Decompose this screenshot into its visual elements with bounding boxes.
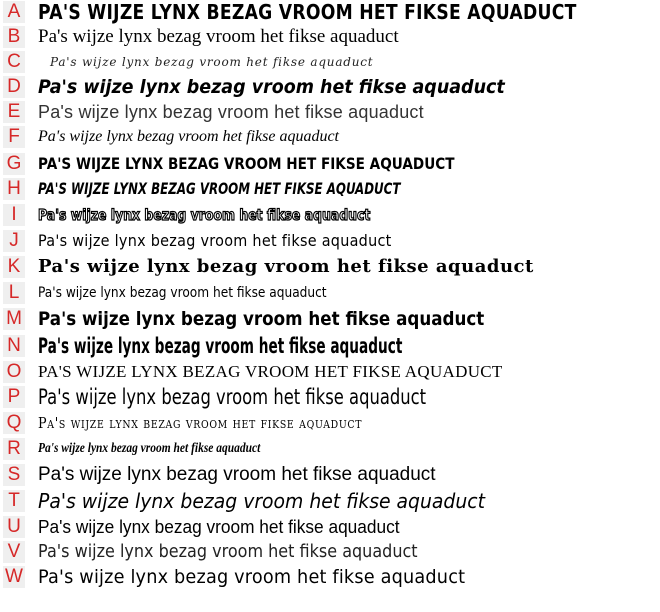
font-sample-p: Pa's wijze lynx bezag vroom het fikse aquaduct [38,385,427,409]
font-sample-k: Pa's wijze lynx bezag vroom het fikse aquaduct [38,256,534,277]
row-letter-m: M [3,308,25,330]
row-letter-w: W [3,566,25,588]
font-sample-s: Pa's wijze lynx bezag vroom het fikse aquaduct [38,464,436,485]
font-sample-w: Pa's wijze lynx bezag vroom het fikse aquaduct [38,566,466,588]
font-sample-l: Pa's wijze lynx bezag vroom het fikse aquaduct [38,285,327,301]
font-sample-row-q [0,411,660,435]
font-sample-row-v [0,540,660,564]
font-sample-row-c [0,50,660,74]
font-sample-v: Pa's wijze lynx bezag vroom het fikse aquaduct [38,541,418,562]
row-letter-q: Q [3,412,25,434]
row-letter-r: R [3,438,25,460]
font-sample-t: Pa's wijze lynx bezag vroom het fikse aquaduct [38,489,485,513]
font-sample-row-i [0,203,660,227]
font-sample-row-h [0,177,660,201]
font-sample-row-n [0,334,660,358]
font-sample-d: Pa's wijze lynx bezag vroom het fikse aquaduct [38,76,505,98]
font-sample-row-b [0,25,660,49]
row-letter-h: H [3,178,25,200]
row-letter-p: P [3,386,25,408]
row-letter-g: G [3,153,25,175]
font-sample-row-p [0,385,660,409]
row-letter-a: A [3,1,25,23]
row-letter-c: C [3,51,25,73]
row-letter-d: D [3,76,25,98]
font-sample-o: PA'S WIJZE LYNX BEZAG VROOM HET FIKSE AQUADUCT [38,362,503,381]
font-sample-row-u [0,515,660,539]
font-sample-f: Pa's wijze lynx bezag vroom het fikse aquaduct [38,128,339,145]
font-sample-row-d [0,75,660,99]
font-sample-row-r [0,437,660,461]
font-sample-row-s [0,463,660,487]
row-letter-u: U [3,516,25,538]
font-sample-row-a [0,0,660,24]
row-letter-s: S [3,464,25,486]
font-sample-g: PA'S WIJZE LYNX BEZAG VROOM HET FIKSE AQUADUCT [38,154,455,173]
font-sample-row-o [0,360,660,384]
row-letter-j: J [3,230,25,252]
font-sample-row-w [0,565,660,589]
font-sample-row-e [0,100,660,124]
font-sample-r: Pa's wijze lynx bezag vroom het fikse aquaduct [38,441,261,456]
font-sample-e: Pa's wijze lynx bezag vroom het fikse aquaduct [38,102,424,122]
font-sample-m: Pa's wijze lynx bezag vroom het fikse aquaduct [38,308,485,330]
font-sample-c: Pa's wijze lynx bezag vroom het fikse aquaduct [50,55,374,69]
font-sample-i: Pa's wijze lynx bezag vroom het fikse aquaduct [38,206,371,224]
row-letter-n: N [3,335,25,357]
font-sample-row-j [0,229,660,253]
font-sample-row-k [0,255,660,279]
font-sample-u: Pa's wijze lynx bezag vroom het fikse aquaduct [38,517,400,537]
font-sample-q: Pa's wijze lynx bezag vroom het fikse aquaduct [38,414,363,432]
font-sample-row-l [0,281,660,305]
font-sample-n: Pa's wijze lynx bezag vroom het fikse aquaduct [38,334,403,358]
row-letter-e: E [3,101,25,123]
font-sample-row-t [0,489,660,513]
row-letter-k: K [3,256,25,278]
font-sample-row-g [0,152,660,176]
row-letter-t: T [3,490,25,512]
row-letter-i: I [3,204,25,226]
row-letter-v: V [3,541,25,563]
font-sample-row-m [0,307,660,331]
font-sample-h: PA'S WIJZE LYNX BEZAG VROOM HET FIKSE AQUADUCT [38,179,401,198]
row-letter-l: L [3,282,25,304]
row-letter-o: O [3,361,25,383]
font-sample-row-f [0,125,660,149]
font-sample-b: Pa's wijze lynx bezag vroom het fikse aquaduct [38,26,399,47]
row-letter-b: B [3,26,25,48]
font-sample-a: PA'S WIJZE LYNX BEZAG VROOM HET FIKSE AQUADUCT [38,0,577,24]
font-sample-j: Pa's wijze lynx bezag vroom het fikse aquaduct [38,231,392,250]
row-letter-f: F [3,126,25,148]
